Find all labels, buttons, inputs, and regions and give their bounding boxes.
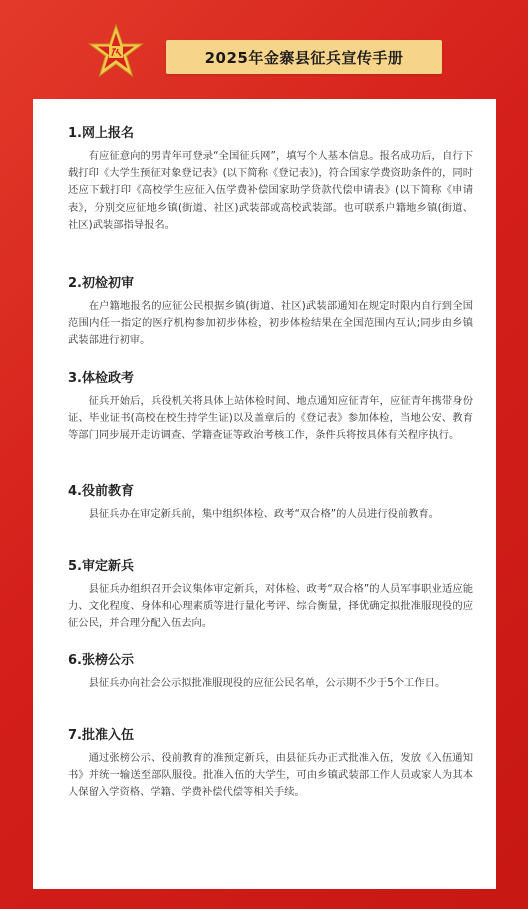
- title-banner: [166, 40, 442, 74]
- section-title: 6.张榜公示: [68, 653, 134, 668]
- section-public-notice: [68, 652, 473, 692]
- section-approve-recruits: [68, 558, 473, 633]
- section-title: 2.初检初审: [68, 276, 134, 291]
- page-header: [0, 0, 528, 96]
- section-pre-service-education: [68, 483, 473, 523]
- bayi-star-emblem-icon: [88, 24, 144, 80]
- section-body: 县征兵办向社会公示拟批准服现役的应征公民名单，公示期不少于5个工作日。: [88, 677, 446, 689]
- section-body: 县征兵办在审定新兵前，集中组织体检、政考“双合格”的人员进行役前教育。: [88, 508, 440, 520]
- section-body: 通过张榜公示、役前教育的准预定新兵，由县征兵办正式批准入伍，发放《入伍通知书》并统一输送至部队服役。批准入伍的大学生，可由乡镇武装部工作人员或家人为其本人保留入学资格、学籍、学费补偿代偿等相关手续。: [68, 752, 473, 799]
- section-title: 3.体检政考: [68, 371, 134, 386]
- section-title: 5.审定新兵: [68, 559, 134, 574]
- section-physical-political-exam: [68, 370, 473, 445]
- section-body: 征兵开始后，兵役机关将具体上站体检时间、地点通知应征青年，应征青年携带身份证、毕业证书(高校在校生持学生证)以及盖章后的《登记表》参加体检，当地公安、教育等部门同步展开走访调查、学籍查证等政治考核工作，条件兵将按具体有关程序执行。: [68, 395, 473, 442]
- section-title: 7.批准入伍: [68, 728, 134, 743]
- section-body: 有应征意向的男青年可登录“全国征兵网”，填写个人基本信息。报名成功后，自行下载打印《大学生预征对象登记表》(以下简称《登记表》)，符合国家学费资助条件的，同时还应下载打印《高校学生应征入伍学费补偿国家助学贷款代偿申请表》(以下简称《申请表》，分别交应征地乡镇(街道、社区)武装部或高校武装部。也可联系户籍地乡镇(街道、社区)武装部指导报名。: [68, 150, 473, 231]
- section-title: 1.网上报名: [68, 126, 134, 141]
- section-online-registration: [68, 125, 473, 234]
- section-title: 4.役前教育: [68, 484, 134, 499]
- content-card: [33, 99, 496, 889]
- page-title: 2025年金寨县征兵宣传手册: [204, 48, 404, 67]
- section-body: 县征兵办组织召开会议集体审定新兵，对体检、政考“双合格”的人员军事职业适应能力、文化程度、身体和心理素质等进行量化考评、综合衡量，择优确定拟批准服现役的应征公民，并合理分配入伍去向。: [68, 583, 473, 630]
- section-body: 在户籍地报名的应征公民根据乡镇(街道、社区)武装部通知在规定时限内自行到全国范围内任一指定的医疗机构参加初步体检，初步体检结果在全国范围内互认;同步由乡镇武装部进行初审。: [68, 300, 473, 347]
- section-enlistment-approval: [68, 727, 473, 802]
- section-initial-check: [68, 275, 473, 350]
